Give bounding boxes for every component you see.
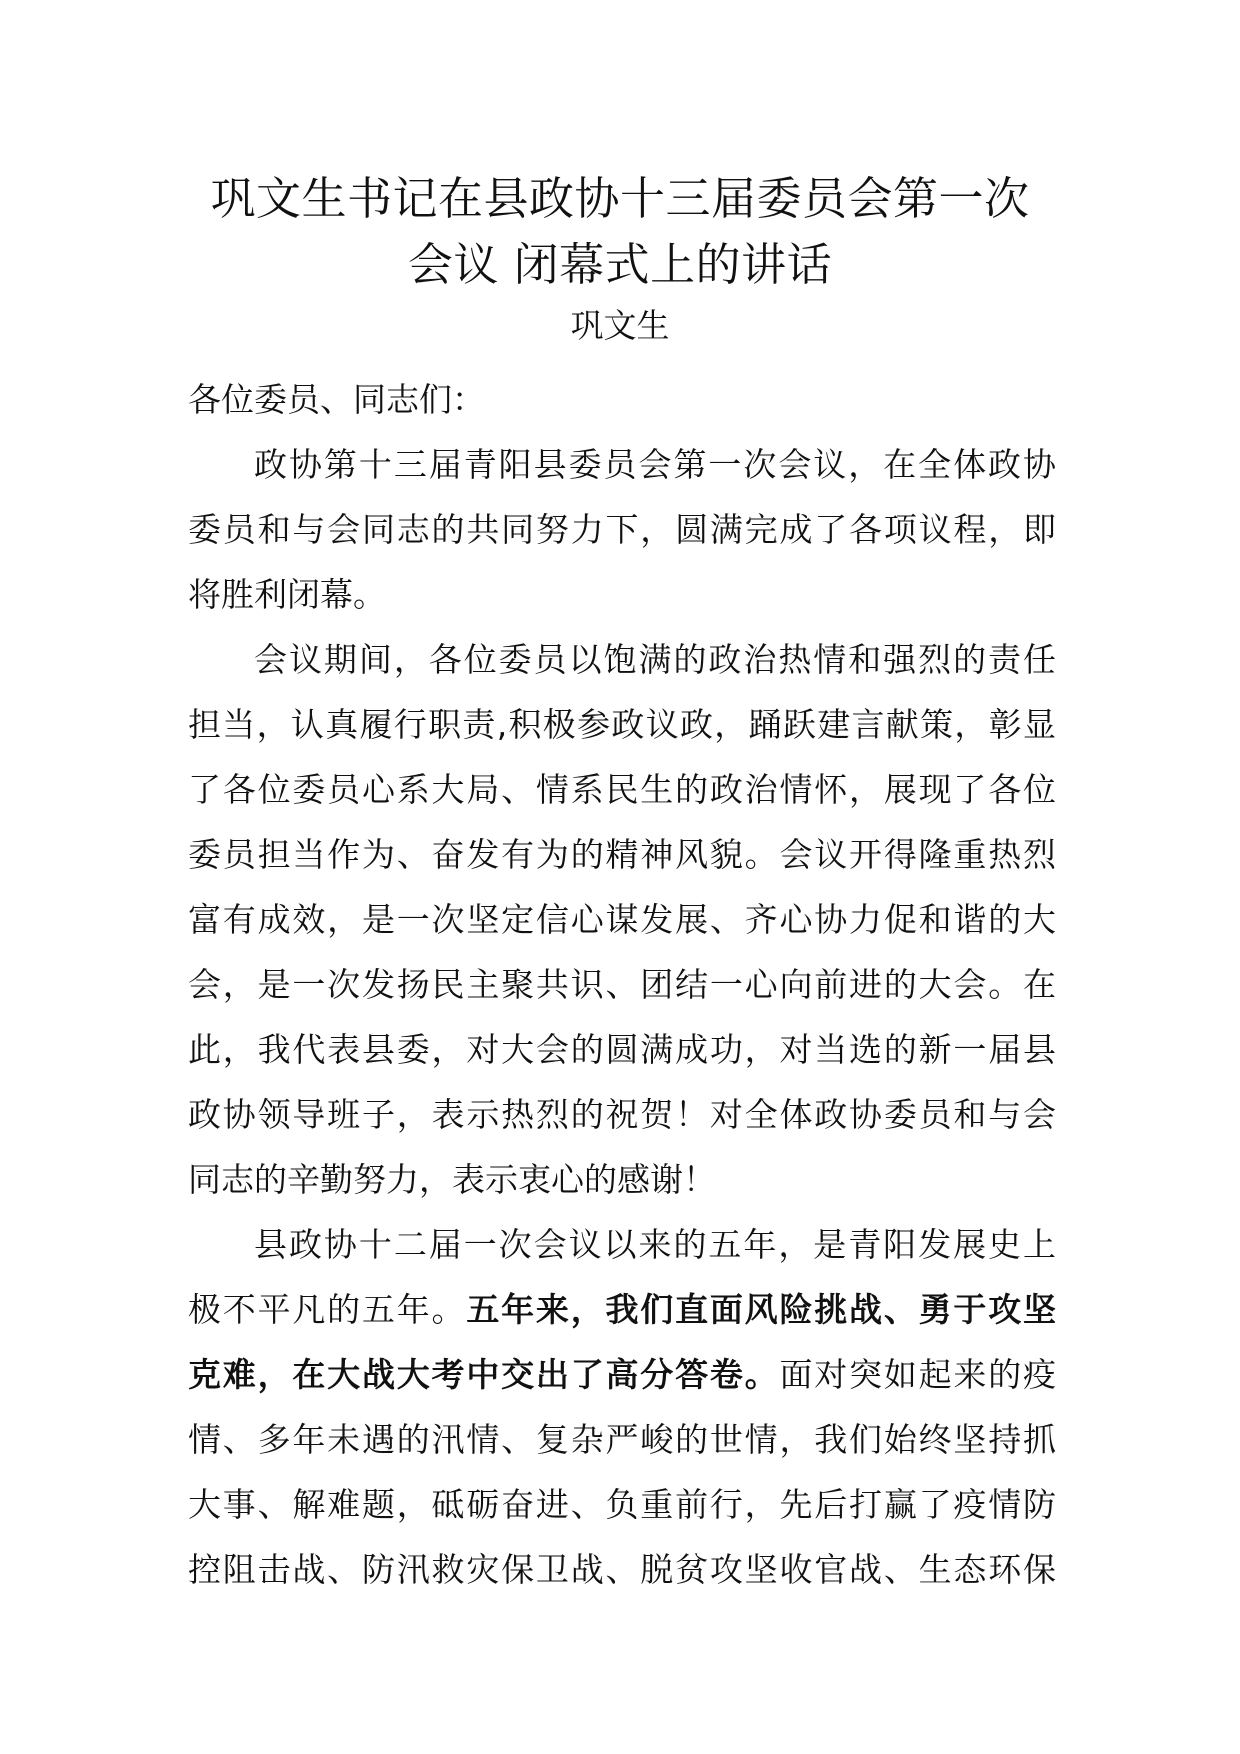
paragraph-text: 面对突如起来的疫 [779,1355,1057,1394]
paragraph-line: 县政协十二届一次会议以来的五年，是青阳发展史上 [254,1225,1056,1264]
paragraph-text: 极不平凡的五年。 [188,1290,467,1329]
paragraph-line: 将胜利闭幕。 [188,575,386,614]
paragraph-line: 会，是一次发扬民主聚共识、团结一心向前进的大会。在 [188,965,1056,1004]
title-line-2: 会议 闭幕式上的讲话 [407,238,833,291]
greeting: 各位委员、同志们： [188,380,485,419]
author-name: 巩文生 [570,306,670,345]
paragraph-2 [188,627,1056,1212]
paragraph-line: 政协领导班子，表示热烈的祝贺！对全体政协委员和与会 [188,1095,1056,1134]
paragraph-line: 担当，认真履行职责,积极参政议政，踊跃建言献策，彰显 [188,705,1056,744]
paragraph-line: 了各位委员心系大局、情系民生的政治情怀，展现了各位 [188,770,1056,809]
document-body [188,367,1056,1602]
paragraph-line: 富有成效，是一次坚定信心谋发展、齐心协力促和谐的大 [188,900,1056,939]
paragraph-line: 情、多年未遇的汛情、复杂严峻的世情，我们始终坚持抓 [188,1420,1056,1459]
paragraph-1 [188,432,1056,627]
document-title [170,166,1070,298]
paragraph-line: 此，我代表县委，对大会的圆满成功，对当选的新一届县 [188,1030,1056,1069]
paragraph-line: 同志的辛勤努力，表示衷心的感谢！ [188,1160,716,1199]
paragraph-line: 控阻击战、防汛救灾保卫战、脱贫攻坚收官战、生态环保 [188,1550,1056,1589]
paragraph-3 [188,1212,1056,1602]
paragraph-line [188,1277,1056,1342]
paragraph-line: 委员担当作为、奋发有为的精神风貌。会议开得隆重热烈 [188,835,1056,874]
paragraph-line: 委员和与会同志的共同努力下，圆满完成了各项议程，即 [188,510,1056,549]
paragraph-line: 政协第十三届青阳县委员会第一次会议，在全体政协 [254,445,1056,484]
bold-emphasis: 克难，在大战大考中交出了高分答卷。 [188,1355,780,1394]
title-line-1: 巩文生书记在县政协十三届委员会第一次 [210,172,1030,225]
paragraph-line: 会议期间，各位委员以饱满的政治热情和强烈的责任 [254,640,1056,679]
paragraph-line: 大事、解难题，砥砺奋进、负重前行，先后打赢了疫情防 [188,1485,1056,1524]
bold-emphasis: 五年来，我们直面风险挑战、勇于攻坚 [466,1290,1057,1329]
paragraph-line [188,1342,1056,1407]
